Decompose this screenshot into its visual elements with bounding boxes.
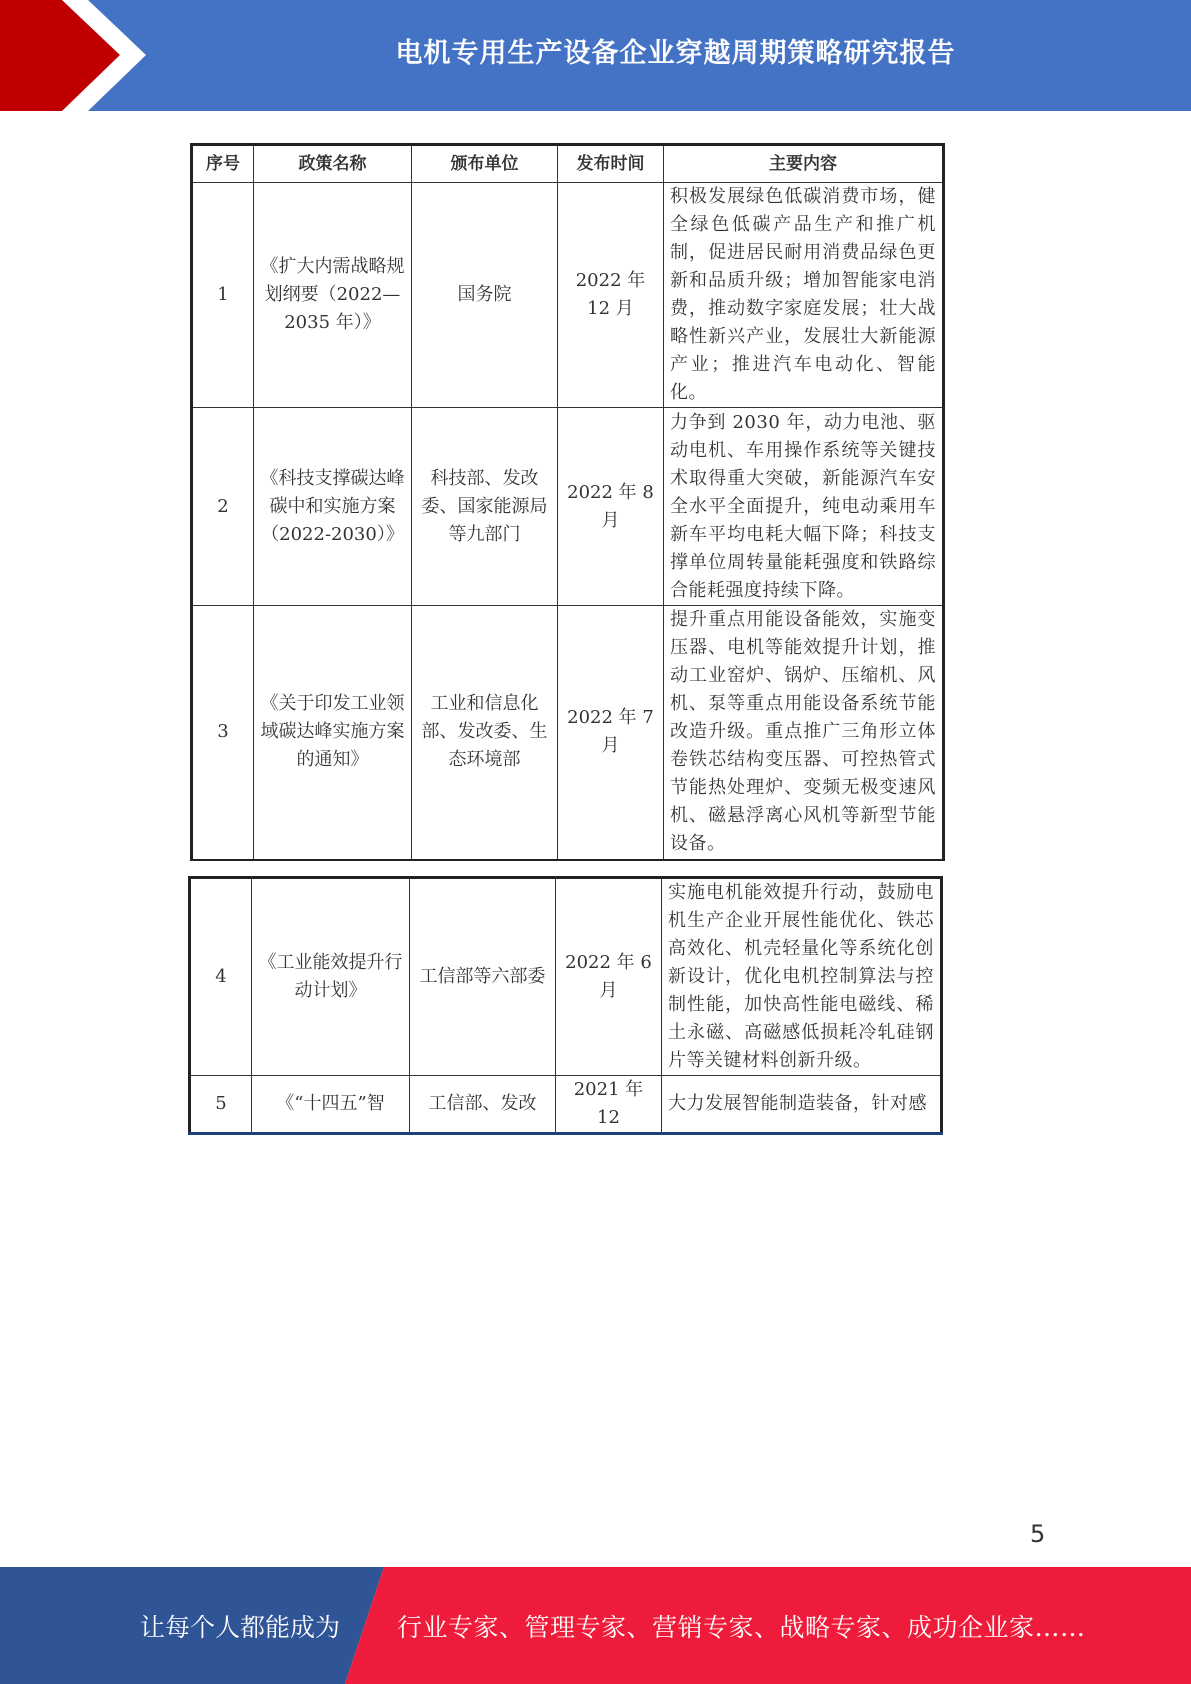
row-date: 2022 年 6 月 [556, 878, 662, 1076]
footer-slogan-left: 让每个人都能成为 [140, 1612, 341, 1642]
page-header [0, 0, 1191, 111]
row-no: 3 [192, 606, 254, 860]
row-date: 2021 年 12 [556, 1076, 662, 1134]
header-no: 序号 [192, 145, 254, 183]
table-row [190, 878, 942, 1076]
report-title: 电机专用生产设备企业穿越周期策略研究报告 [395, 37, 956, 69]
row-policy-name: 《扩大内需战略规划纲要（2022—2035 年）》 [254, 183, 412, 408]
row-issuer: 科技部、发改委、国家能源局等九部门 [412, 408, 558, 606]
header-policy-name: 政策名称 [254, 145, 412, 183]
table-row [190, 1076, 942, 1134]
table-header-row [192, 145, 944, 183]
row-issuer: 工信部、发改 [410, 1076, 556, 1134]
row-policy-name: 《“十四五”智 [252, 1076, 410, 1134]
row-no: 5 [190, 1076, 252, 1134]
row-content: 实施电机能效提升行动，鼓励电机生产企业开展性能优化、铁芯高效化、机壳轻量化等系统化创新设计，优化电机控制算法与控制性能，加快高性能电磁线、稀土永磁、高磁感低损耗冷轧硅钢片等关键材料创新升级。 [662, 878, 942, 1076]
page-number: 5 [1030, 1520, 1046, 1548]
row-no: 2 [192, 408, 254, 606]
row-policy-name: 《关于印发工业领域碳达峰实施方案的通知》 [254, 606, 412, 860]
row-policy-name: 《科技支撑碳达峰碳中和实施方案（2022-2030）》 [254, 408, 412, 606]
row-date: 2022 年 8 月 [558, 408, 664, 606]
row-content: 力争到 2030 年，动力电池、驱动电机、车用操作系统等关键技术取得重大突破，新能源汽车安全水平全面提升，纯电动乘用车新车平均电耗大幅下降；科技支撑单位周转量能耗强度和铁路综合能耗强度持续下降。 [664, 408, 944, 606]
header-content: 主要内容 [664, 145, 944, 183]
page-footer [0, 1567, 1191, 1684]
table-row [192, 606, 944, 860]
header-issuer: 颁布单位 [412, 145, 558, 183]
row-no: 1 [192, 183, 254, 408]
row-issuer: 工业和信息化部、发改委、生态环境部 [412, 606, 558, 860]
policy-table [190, 143, 945, 861]
footer-slogan-right: 行业专家、管理专家、营销专家、战略专家、成功企业家…… [397, 1612, 1086, 1642]
row-date: 2022 年 7 月 [558, 606, 664, 860]
row-no: 4 [190, 878, 252, 1076]
header-chevron-decoration [0, 0, 160, 111]
row-content: 提升重点用能设备能效，实施变压器、电机等能效提升计划，推动工业窑炉、锅炉、压缩机、风机、泵等重点用能设备系统节能改造升级。重点推广三角形立体卷铁芯结构变压器、可控热管式节能热处理炉、变频无极变速风机、磁悬浮离心风机等新型节能设备。 [664, 606, 944, 860]
row-issuer: 工信部等六部委 [410, 878, 556, 1076]
row-content: 积极发展绿色低碳消费市场，健全绿色低碳产品生产和推广机制，促进居民耐用消费品绿色更新和品质升级；增加智能家电消费，推动数字家庭发展；壮大战略性新兴产业，发展壮大新能源产业；推进汽车电动化、智能化。 [664, 183, 944, 408]
row-policy-name: 《工业能效提升行动计划》 [252, 878, 410, 1076]
row-issuer: 国务院 [412, 183, 558, 408]
table-row [192, 183, 944, 408]
header-date: 发布时间 [558, 145, 664, 183]
row-date: 2022 年 12 月 [558, 183, 664, 408]
row-content: 大力发展智能制造装备，针对感 [662, 1076, 942, 1134]
table-row [192, 408, 944, 606]
policy-table-continued [188, 876, 943, 1135]
